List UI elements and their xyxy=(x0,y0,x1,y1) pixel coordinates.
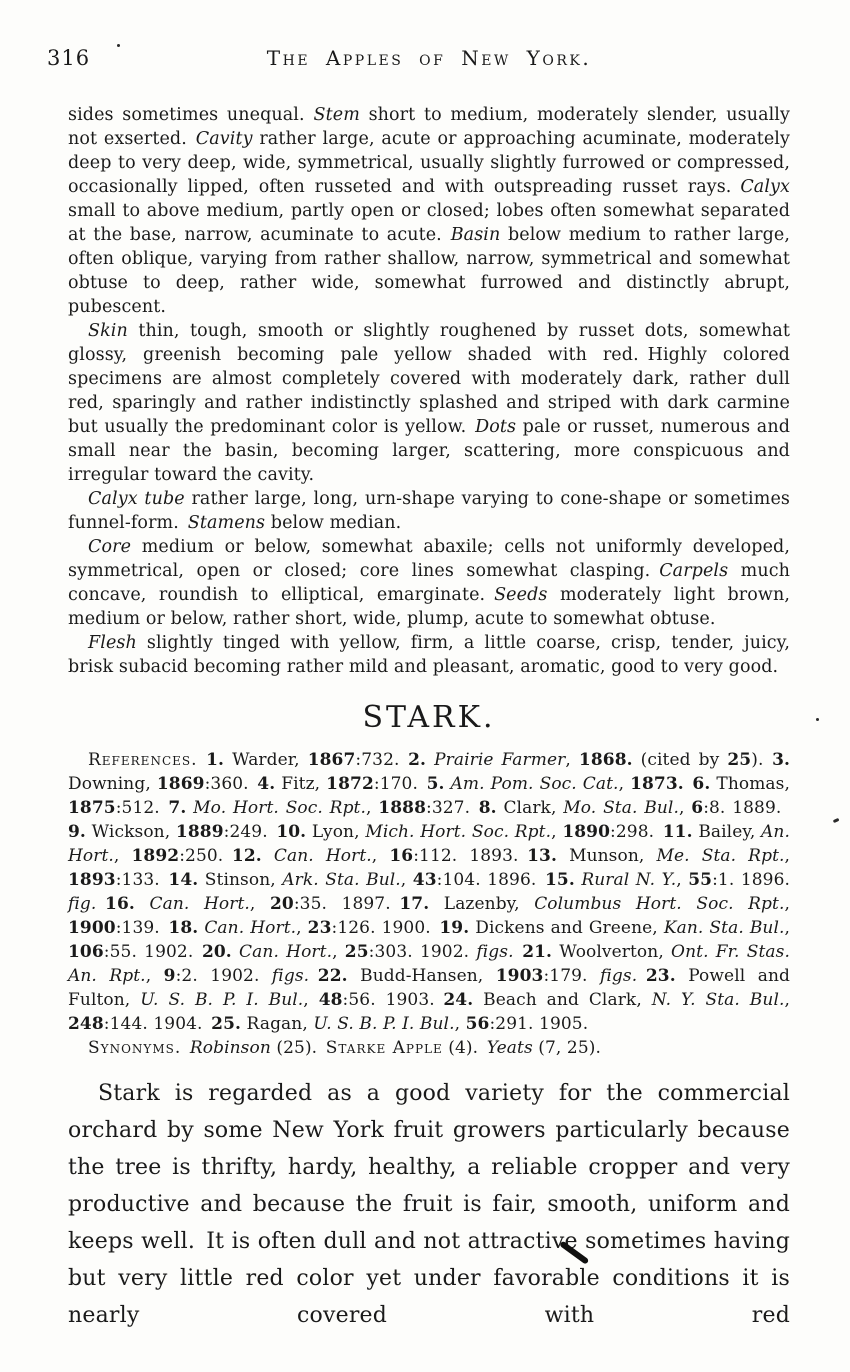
text-block xyxy=(47,0,791,1334)
variety-heading: STARK. xyxy=(362,700,496,735)
scan-speck xyxy=(816,718,819,721)
body-paragraph: Stark is regarded as a good variety for the commercial orchard by some New York fruit growers particularly because the tree is thrifty, hardy, healthy, a reliable cropper and very productive and because the fruit is fair, smooth, uniform and keeps well. It is often dull and not attractive sometimes having but very little red color yet under favorable conditions it is nearly covered with red xyxy=(68,1081,790,1328)
description-paragraph: Flesh slightly tinged with yellow, firm, a little coarse, crisp, tender, juicy, brisk subacid becoming rather mild and pleasant, aromatic, good to very good. xyxy=(68,633,790,677)
description-section xyxy=(68,103,790,679)
description-paragraph: Skin thin, tough, smooth or slightly roughened by russet dots, somewhat glossy, greenish becoming pale yellow shaded with red. Highly colored specimens are almost completely covered with moderately dark, rather dull red, sparingly and rather indistinctly splashed and striped with dark carmine but usually the predominant color is yellow. Dots pale or russet, numerous and small near the basin, becoming larger, scattering, more conspicuous and irregular toward the cavity. xyxy=(68,321,790,485)
page-header xyxy=(47,46,790,70)
description-paragraph: Core medium or below, somewhat abaxile; cells not uniformly developed, symmetrical, open or closed; core lines somewhat clasping. Carpels much concave, roundish to elliptical, emarginate. Seeds moderately light brown, medium or below, rather short, wide, plump, acute to somewhat obtuse. xyxy=(68,537,790,629)
references-paragraph: References. 1. Warder, 1867:732. 2. Prairie Farmer, 1868. (cited by 25). 3. Downing, 1869:360. 4. Fitz, 1872:170. 5. Am. Pom. Soc. Cat., 1873. 6. Thomas, 1875:512. 7. Mo. Hort. Soc. Rpt., 1888:327. 8. Clark, Mo. Sta. Bul., 6:8. 1889. 9. Wickson, 1889:249. 10. Lyon, Mich. Hort. Soc. Rpt., 1890:298. 11. Bailey, An. Hort., 1892:250. 12. Can. Hort., 16:112. 1893. 13. Munson, Me. Sta. Rpt., 1893:133. 14. Stinson, Ark. Sta. Bul., 43:104. 1896. 15. Rural N. Y., 55:1. 1896. fig. 16. Can. Hort., 20:35. 1897. 17. Lazenby, Columbus Hort. Soc. Rpt., 1900:139. 18. Can. Hort., 23:126. 1900. 19. Dickens and Greene, Kan. Sta. Bul., 106:55. 1902. 20. Can. Hort., 25:303. 1902. figs. 21. Woolverton, Ont. Fr. Stas. An. Rpt., 9:2. 1902. figs. 22. Budd-Hansen, 1903:179. figs. 23. Powell and Fulton, U. S. B. P. I. Bul., 48:56. 1903. 24. Beach and Clark, N. Y. Sta. Bul., 248:144. 1904. 25. Ragan, U. S. B. P. I. Bul., 56:291. 1905. xyxy=(68,750,791,1034)
synonyms-line: Synonyms. Robinson (25). Starke Apple (4). Yeats (7, 25). xyxy=(88,1038,601,1058)
scan-speck xyxy=(117,44,120,47)
page-number: 316 xyxy=(47,46,91,70)
description-paragraph: Calyx tube rather large, long, urn-shape varying to cone-shape or sometimes funnel-form. Stamens below median. xyxy=(68,489,790,533)
scan-speck xyxy=(833,818,839,823)
running-title: The Apples of New York. xyxy=(266,46,592,70)
description-paragraph: sides sometimes unequal. Stem short to medium, moderately slender, usually not exserted. Cavity rather large, acute or approaching acuminate, moderately deep to very deep, wide, symmetrical, usually slightly furrowed or compressed, occasionally lipped, often russeted and with outspreading russet rays. Calyx small to above medium, partly open or closed; lobes often somewhat separated at the base, narrow, acuminate to acute. Basin below medium to rather large, often oblique, varying from rather shallow, narrow, symmetrical and somewhat obtuse to deep, rather wide, somewhat furrowed and distinctly abrupt, pubescent. xyxy=(68,105,790,317)
